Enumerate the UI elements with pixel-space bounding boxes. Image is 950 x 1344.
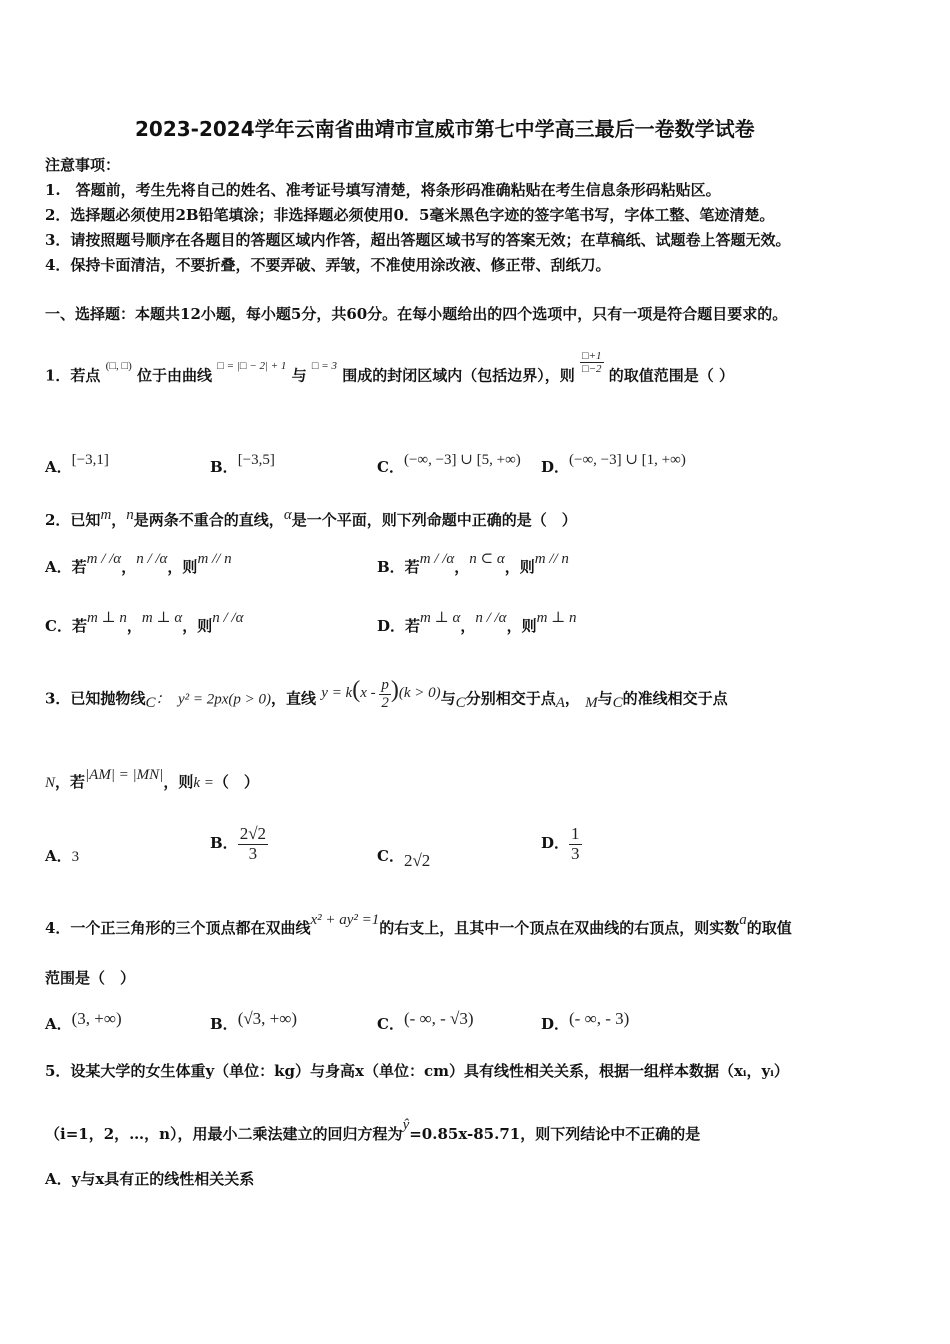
q2-option-a[interactable]: [45, 551, 232, 577]
q1-stem: 1．若点: [45, 366, 101, 385]
option-label: D．若: [377, 617, 421, 635]
option-label: C．若: [45, 617, 87, 635]
q4-text: [45, 912, 792, 938]
option-math: n / /α: [212, 610, 244, 626]
q1-curve: □ = |□ − 2| + 1: [217, 359, 287, 372]
q4-stem: 4．一个正三角形的三个顶点都在双曲线: [45, 919, 311, 937]
option-sep: ，: [454, 558, 470, 576]
option-label: D．: [541, 1015, 570, 1033]
q3-math: N: [45, 775, 56, 791]
q2-stem: 2．已知: [45, 511, 101, 529]
q2-math: α: [283, 507, 292, 523]
option-sep: ，: [121, 558, 137, 576]
option-sep: ，则: [182, 617, 213, 635]
option-label: B．: [210, 1015, 238, 1033]
q4-option-b[interactable]: [210, 1009, 298, 1034]
q1-point: (□, □): [105, 359, 132, 372]
option-math: m ⊥ n: [536, 610, 577, 626]
q1-stem: 与: [291, 366, 307, 385]
q2-text: [45, 509, 577, 530]
q5-stem: =0.85x-85.71，则下列结论中不正确的是: [409, 1125, 701, 1143]
q3-math: k =: [193, 775, 214, 791]
option-fraction-num: 1: [571, 824, 580, 843]
option-math: n / /α: [475, 610, 507, 626]
option-math: m ⊥ n: [86, 610, 127, 626]
q3-math: A: [555, 695, 565, 712]
option-sep: ，则: [506, 617, 537, 635]
q3-math: ： y² = 2px(p > 0): [155, 691, 272, 708]
option-sep: ，: [460, 617, 476, 635]
q3-stem: ，: [564, 689, 580, 708]
option-label: A．: [45, 458, 72, 476]
q5-text: 5．设某大学的女生体重y（单位：kg）与身高x（单位：cm）具有线性相关关系，根据一组样本数据（xᵢ，yᵢ）: [45, 1062, 789, 1080]
q3-line-equation: [321, 677, 441, 711]
q5-math: ŷ: [402, 1117, 410, 1133]
option-math: m ⊥ α: [141, 610, 183, 626]
q3-math: x -: [360, 685, 380, 702]
q3-option-c[interactable]: [377, 845, 431, 870]
q1-option-b[interactable]: [210, 452, 275, 477]
q2-math: n: [126, 507, 134, 523]
option-value: [−3,1]: [71, 452, 109, 468]
q2-option-b[interactable]: [377, 551, 569, 577]
q3-fraction-num: p: [381, 677, 389, 693]
q3-stem: 与: [597, 689, 613, 708]
q3-stem: ，则: [163, 773, 194, 791]
q4-option-a[interactable]: [45, 1009, 122, 1034]
option-fraction: [238, 825, 268, 863]
q3-stem: 与: [440, 689, 456, 708]
notice-item: 1. 答题前，考生先将自己的姓名、准考证号填写清楚，将条形码准确粘贴在考生信息条形码粘贴区。: [45, 181, 721, 199]
option-math: m // n: [534, 551, 569, 567]
option-value: (- ∞, - 3): [569, 1009, 630, 1028]
q4-stem: 的取值: [746, 919, 792, 937]
q1-option-c[interactable]: [377, 452, 521, 477]
option-value: (- ∞, - √3): [403, 1009, 474, 1028]
q3-math: C: [455, 695, 466, 712]
option-math: m / /α: [86, 551, 122, 567]
q3-paren-close: ): [390, 677, 399, 704]
option-sep: ，则: [504, 558, 535, 576]
notice-item: 3．请按照题号顺序在各题目的答题区域内作答，超出答题区域书写的答案无效；在草稿纸、试题卷上答题无效。: [45, 231, 791, 249]
q1-text: [45, 350, 734, 389]
notice-heading: 注意事项：: [45, 156, 121, 174]
section-heading: 一、选择题：本题共12小题，每小题5分，共60分。在每小题给出的四个选项中，只有一项是符合题目要求的。: [45, 305, 788, 323]
q3-fraction: [379, 677, 391, 711]
option-label: D．: [541, 834, 570, 853]
q3-stem: 的准线相交于点: [622, 689, 728, 708]
option-math: n / /α: [136, 551, 168, 567]
q3-stem: ，若: [55, 773, 86, 791]
option-label: A．: [45, 1015, 72, 1033]
q3-stem: 3．已知抛物线: [45, 689, 146, 708]
option-fraction: [569, 825, 582, 863]
q3-math: |AM| = |MN|: [85, 767, 164, 783]
option-value: [−3,5]: [237, 452, 275, 468]
q3-text: [45, 677, 728, 717]
option-label: B．: [210, 458, 238, 476]
q3-option-a[interactable]: [45, 845, 79, 866]
q3-fraction-den: 2: [381, 694, 389, 711]
option-label: B．若: [377, 558, 420, 576]
q1-stem: 的取值范围是（ ）: [608, 366, 734, 385]
q1-fraction: [580, 350, 604, 375]
q5-option-a[interactable]: A．y与x具有正的线性相关关系: [45, 1170, 255, 1188]
q2-math: m: [100, 507, 112, 523]
option-label: A．: [45, 847, 72, 865]
q2-stem: 是一个平面，则下列命题中正确的是（ ）: [291, 511, 577, 529]
option-math: m // n: [197, 551, 232, 567]
q4-math: x² + ay² =1: [310, 912, 380, 928]
q1-fraction-den: □−2: [581, 363, 602, 376]
option-math: m / /α: [419, 551, 455, 567]
option-value: (−∞, −3] ∪ [5, +∞): [403, 452, 521, 468]
q3-text-cont: [45, 767, 259, 792]
option-fraction-den: 3: [248, 843, 258, 863]
option-label: C．: [377, 458, 404, 476]
q4-math: a: [739, 912, 747, 928]
option-sep: ，: [126, 617, 142, 635]
option-label: D．: [541, 458, 570, 476]
option-value: (3, +∞): [71, 1009, 122, 1028]
option-sep: ，则: [167, 558, 198, 576]
q2-option-d[interactable]: [377, 610, 577, 636]
q3-math: C: [612, 695, 623, 712]
q3-math: M: [585, 695, 598, 712]
q1-stem: 围成的封闭区域内（包括边界），则: [342, 366, 575, 385]
option-value: (√3, +∞): [237, 1009, 298, 1028]
q3-paren-open: (: [352, 677, 361, 704]
option-math: m ⊥ α: [420, 610, 461, 626]
q1-option-a[interactable]: [45, 452, 109, 477]
q1-option-d[interactable]: [541, 452, 686, 477]
option-fraction-den: 3: [571, 843, 580, 863]
q3-option-d[interactable]: [541, 825, 582, 863]
q3-math: C: [145, 695, 156, 712]
q2-stem: ，: [111, 511, 127, 529]
notice-item: 2．选择题必须使用2B铅笔填涂；非选择题必须使用0．5毫米黑色字迹的签字笔书写，字体工整、笔迹清楚。: [45, 206, 775, 224]
q1-stem: 位于由曲线: [137, 366, 213, 385]
q3-stem: ，直线: [271, 689, 317, 708]
q3-option-b[interactable]: [210, 825, 268, 863]
option-label: B．: [210, 834, 238, 853]
q3-math: y = k: [321, 685, 353, 702]
q1-line: □ = 3: [311, 359, 337, 372]
q4-option-c[interactable]: [377, 1009, 474, 1034]
q3-stem: （ ）: [213, 773, 259, 791]
option-label: C．: [377, 847, 404, 865]
option-fraction-num: 2√2: [239, 824, 267, 843]
q2-option-c[interactable]: [45, 610, 244, 636]
option-math: n ⊂ α: [469, 551, 505, 567]
option-value: 3: [71, 849, 80, 865]
q3-stem: 分别相交于点: [465, 689, 556, 708]
option-value: (−∞, −3] ∪ [1, +∞): [569, 452, 686, 468]
q4-stem: 的右支上，且其中一个顶点在双曲线的右顶点，则实数: [379, 919, 740, 937]
q4-text-cont: 范围是（ ）: [45, 969, 136, 987]
exam-title: 2023-2024学年云南省曲靖市宣威市第七中学高三最后一卷数学试卷: [135, 117, 755, 141]
q5-text-cont: [45, 1117, 701, 1144]
notice-item: 4．保持卡面清洁，不要折叠，不要弄破、弄皱，不准使用涂改液、修正带、刮纸刀。: [45, 256, 611, 274]
q1-fraction-num: □+1: [581, 350, 602, 362]
q5-stem: （i=1，2，…，n），用最小二乘法建立的回归方程为: [45, 1125, 403, 1143]
option-value: 2√2: [403, 851, 431, 870]
q3-math: (k > 0): [398, 685, 441, 702]
option-label: C．: [377, 1015, 404, 1033]
option-label: A．若: [45, 558, 87, 576]
q4-option-d[interactable]: [541, 1009, 630, 1034]
q2-stem: 是两条不重合的直线，: [133, 511, 284, 529]
